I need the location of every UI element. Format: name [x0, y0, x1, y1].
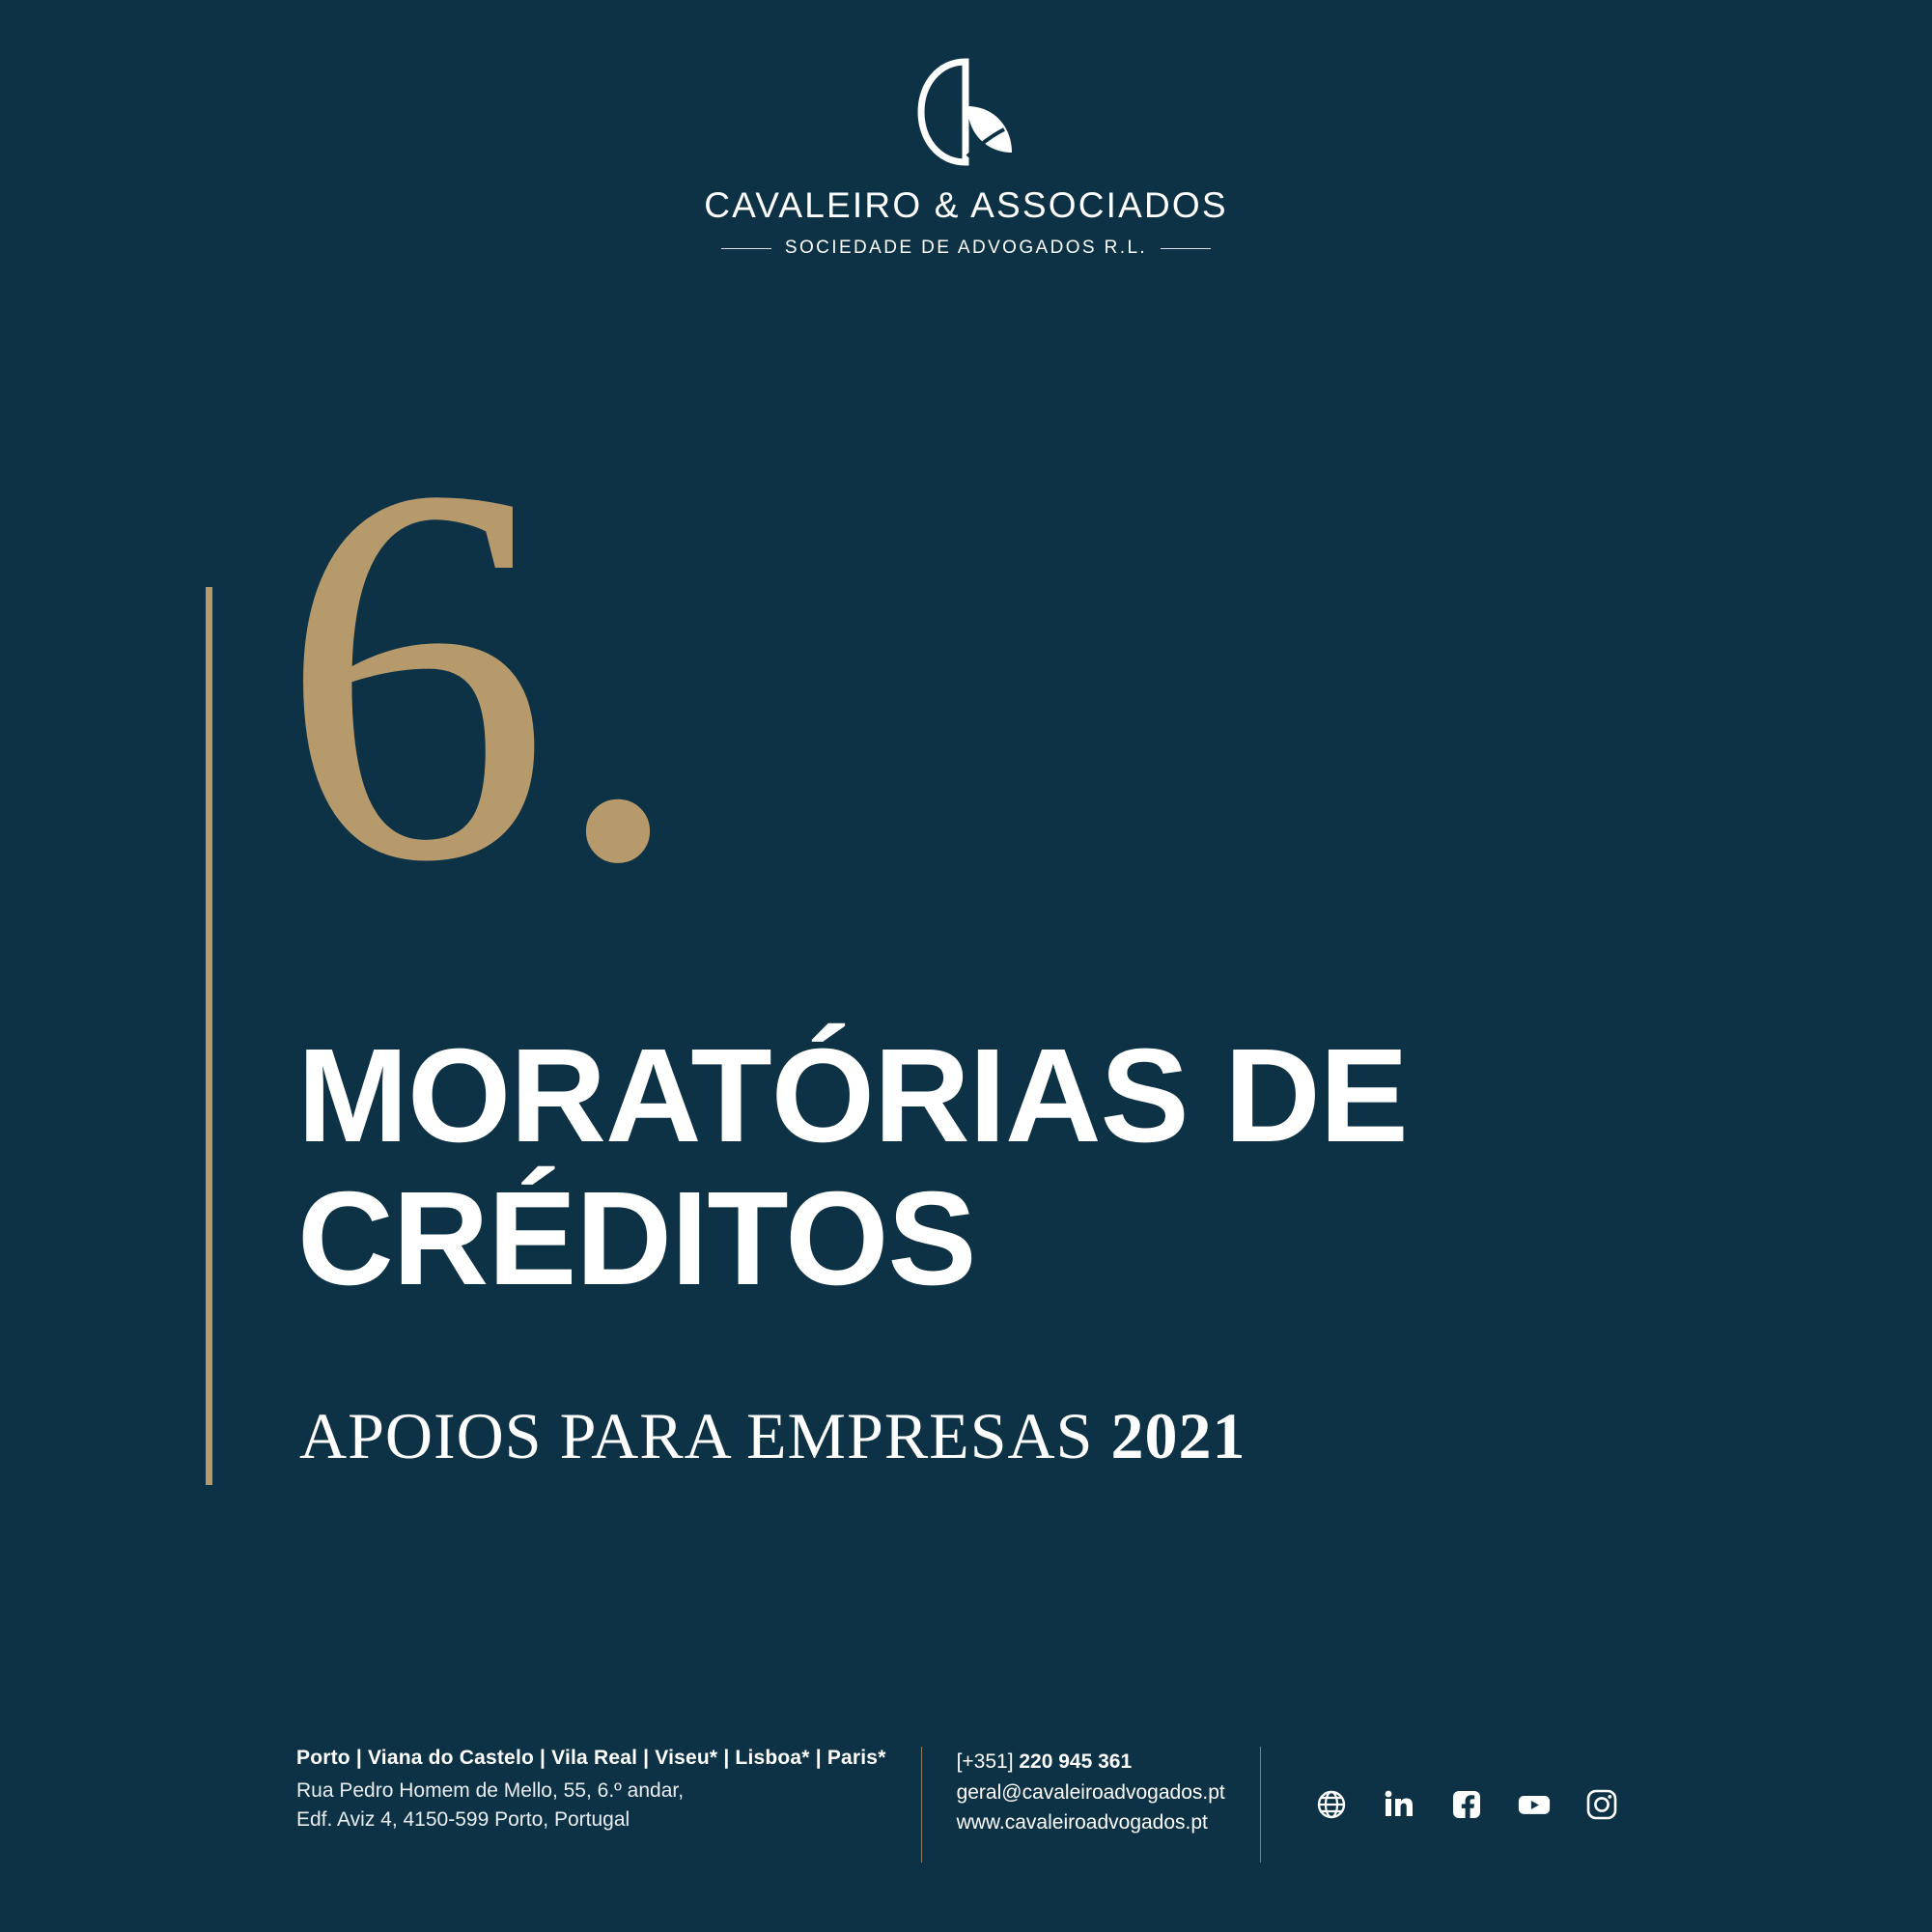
footer-contact-block: [957, 1747, 1225, 1838]
footer-address-line-2: Edf. Aviz 4, 4150-599 Porto, Portugal: [296, 1808, 630, 1832]
vertical-accent-rule: [206, 587, 212, 1485]
page-subtitle-text: APOIOS PARA EMPRESAS: [299, 1399, 1111, 1472]
social-links: [1315, 1747, 1618, 1862]
section-number: 6.: [280, 375, 686, 973]
brand-name: CAVALEIRO & ASSOCIADOS: [704, 185, 1228, 225]
rule-right: [1161, 248, 1211, 249]
footer-phone-prefix: [+351]: [956, 1750, 1020, 1773]
footer-offices: Porto | Viana do Castelo | Vila Real | Viseu* | Lisboa* | Paris*: [296, 1747, 886, 1769]
page-title-line-2: CRÉDITOS: [297, 1163, 976, 1313]
footer-phone[interactable]: [957, 1747, 1225, 1778]
page-subtitle-year: 2021: [1110, 1399, 1246, 1472]
page-title-line-1: MORATÓRIAS DE: [297, 1022, 1408, 1170]
footer-divider-2: [1260, 1747, 1261, 1862]
brand-subtitle: SOCIEDADE DE ADVOGADOS R.L.: [784, 238, 1148, 258]
youtube-icon[interactable]: [1518, 1788, 1551, 1821]
instagram-icon[interactable]: [1585, 1788, 1618, 1821]
footer-divider-1: [921, 1747, 922, 1862]
footer: [0, 1747, 1932, 1862]
footer-offices-block: [296, 1747, 886, 1835]
linkedin-icon[interactable]: [1383, 1788, 1415, 1821]
rule-left: [721, 248, 771, 249]
footer-address-line-1: Rua Pedro Homem de Mello, 55, 6.º andar,: [296, 1779, 685, 1802]
brand-logo-block: [0, 56, 1932, 259]
footer-website[interactable]: www.cavaleiroadvogados.pt: [956, 1811, 1208, 1834]
website-icon[interactable]: [1315, 1788, 1348, 1821]
page-title: [297, 1022, 1533, 1313]
footer-phone-number: 220 945 361: [1019, 1750, 1133, 1773]
footer-email[interactable]: geral@cavaleiroadvogados.pt: [956, 1780, 1225, 1804]
facebook-icon[interactable]: [1450, 1788, 1483, 1821]
brand-subtitle-row: [721, 238, 1211, 259]
leaf-c-monogram-icon: [904, 56, 1029, 172]
page-subtitle: [299, 1398, 1246, 1474]
